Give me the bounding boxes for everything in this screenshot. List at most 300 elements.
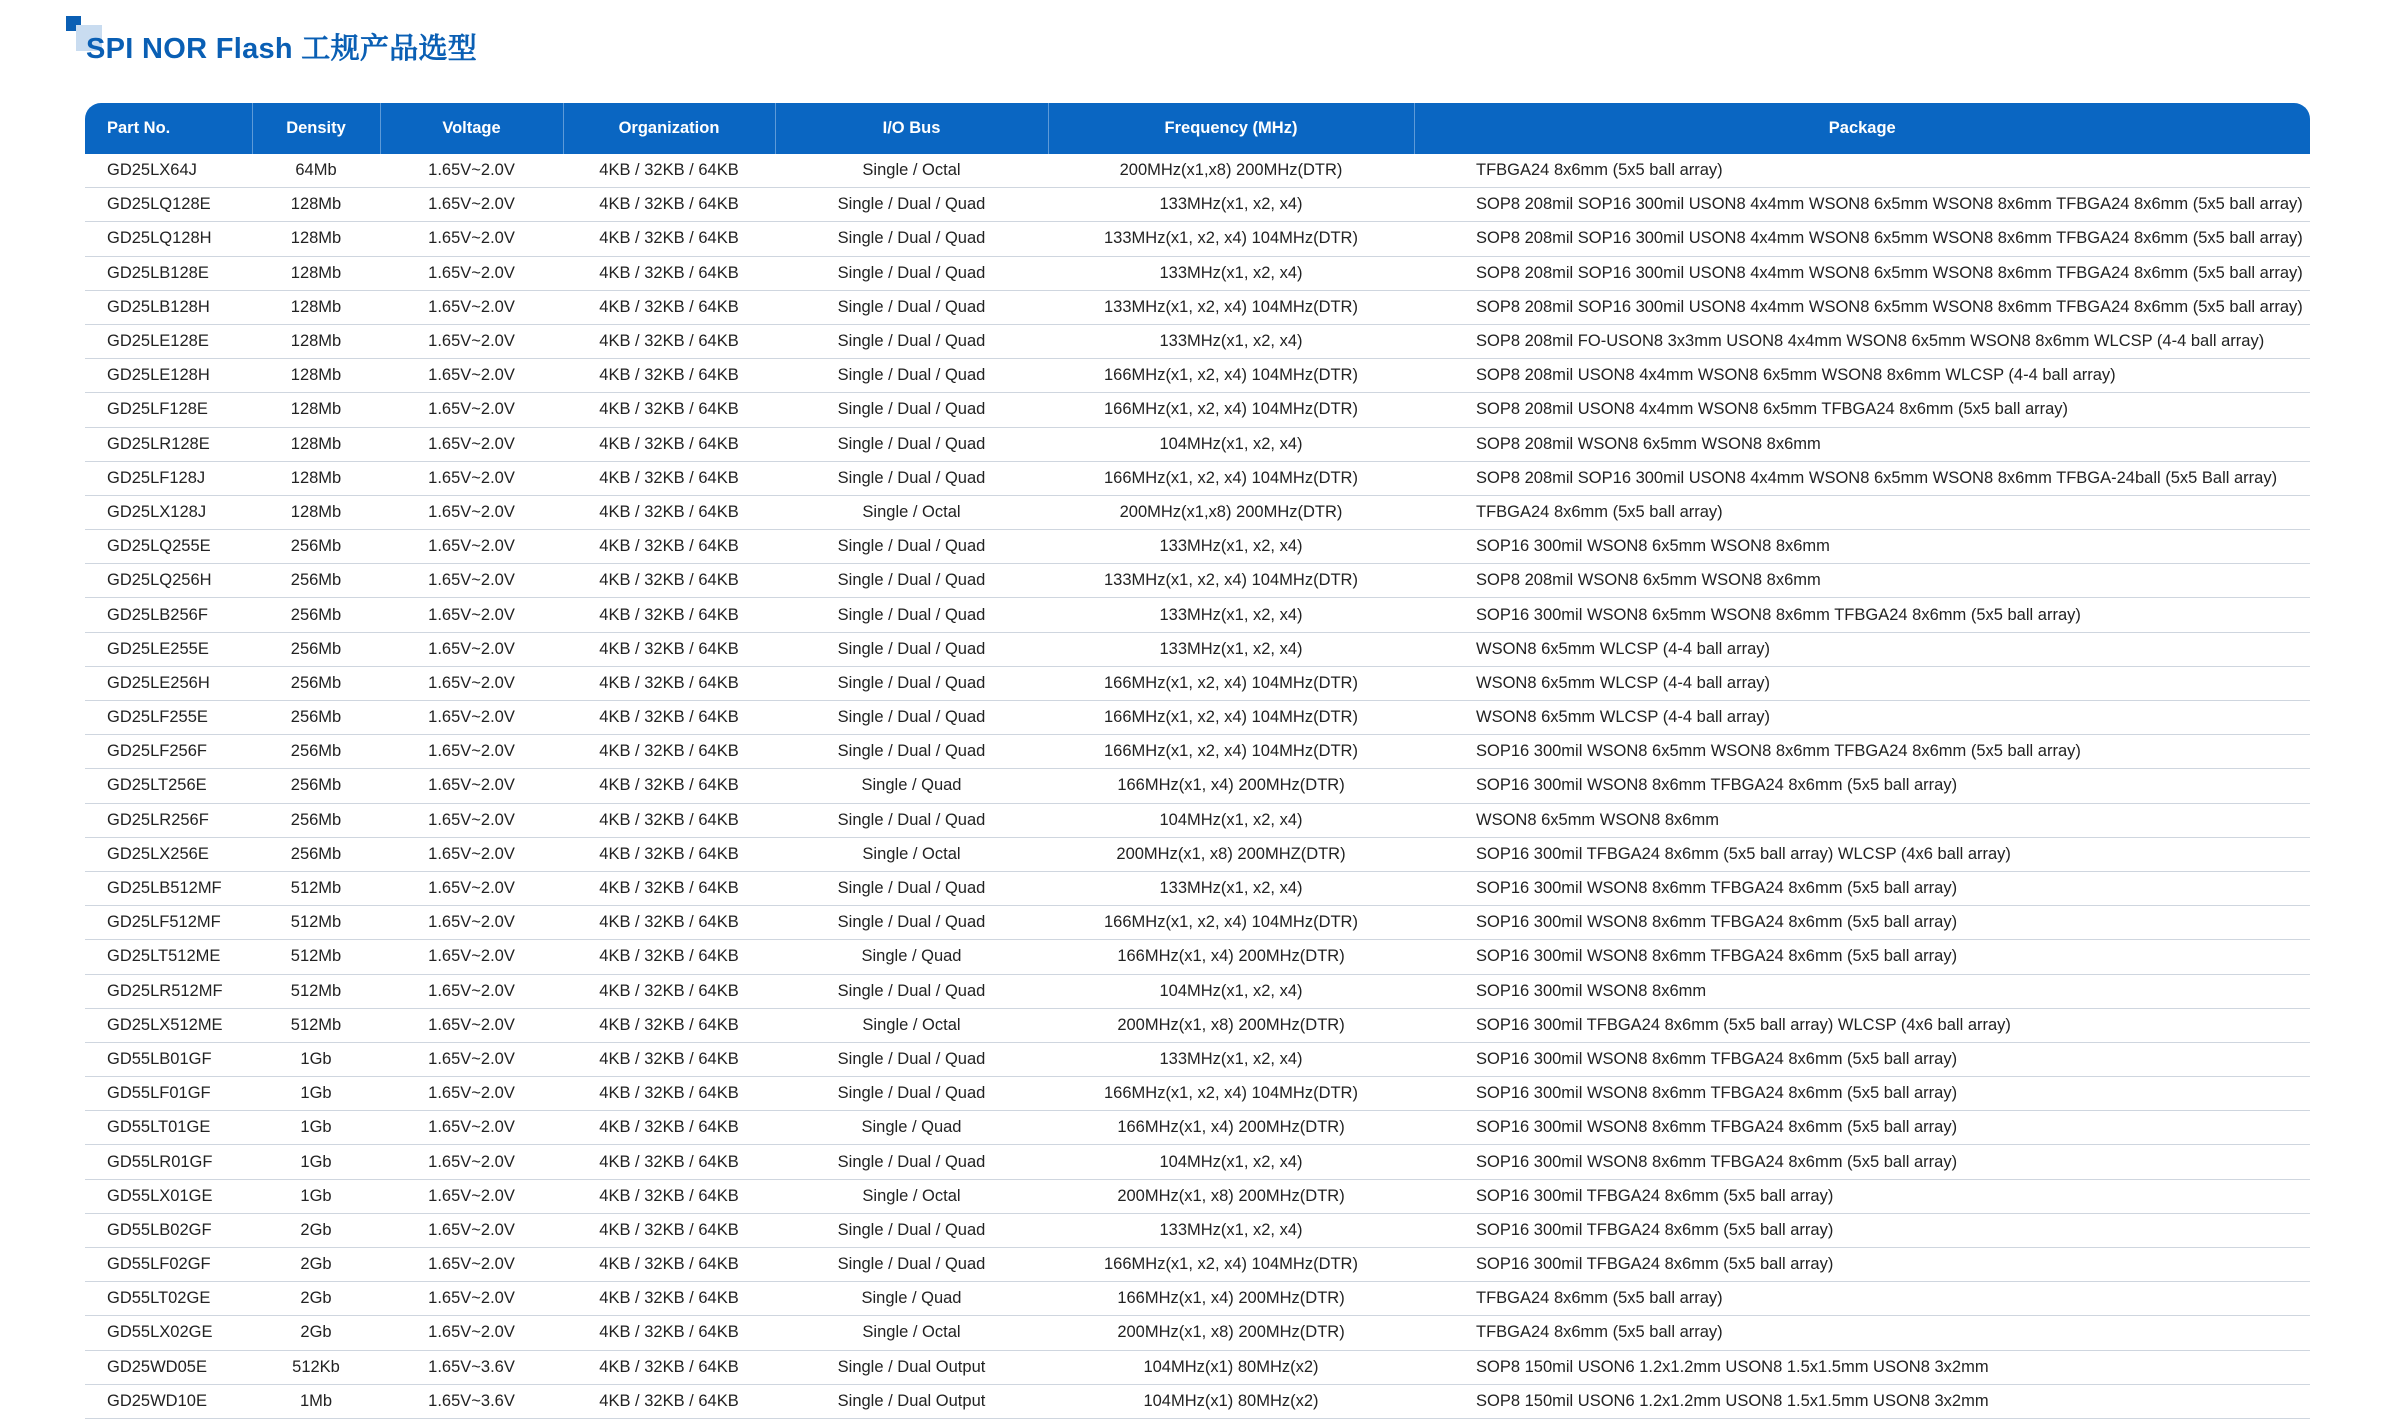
part-number-cell: GD25LT256E bbox=[85, 769, 252, 803]
package-cell: SOP8 150mil USON6 1.2x1.2mm USON8 1.5x1.5mm USON8 3x2mm bbox=[1414, 1384, 2310, 1418]
part-number-cell: GD25LE128H bbox=[85, 359, 252, 393]
organization-cell: 4KB / 32KB / 64KB bbox=[563, 701, 775, 735]
package-cell: SOP16 300mil WSON8 8x6mm TFBGA24 8x6mm (5x5 ball array) bbox=[1414, 906, 2310, 940]
density-cell: 256Mb bbox=[252, 632, 380, 666]
part-number-cell: GD25LE128E bbox=[85, 324, 252, 358]
organization-cell: 4KB / 32KB / 64KB bbox=[563, 1248, 775, 1282]
frequency-cell: 133MHz(x1, x2, x4) bbox=[1048, 188, 1414, 222]
part-number-cell: GD25LE255E bbox=[85, 632, 252, 666]
density-cell: 512Mb bbox=[252, 906, 380, 940]
package-cell: SOP8 208mil FO-USON8 3x3mm USON8 4x4mm WSON8 6x5mm WSON8 8x6mm WLCSP (4-4 ball array) bbox=[1414, 324, 2310, 358]
io-bus-cell: Single / Dual / Quad bbox=[775, 393, 1048, 427]
organization-cell: 4KB / 32KB / 64KB bbox=[563, 871, 775, 905]
package-cell: SOP8 208mil USON8 4x4mm WSON8 6x5mm WSON8 8x6mm WLCSP (4-4 ball array) bbox=[1414, 359, 2310, 393]
voltage-cell: 1.65V~2.0V bbox=[380, 222, 563, 256]
part-number-cell: GD25LB128E bbox=[85, 256, 252, 290]
package-cell: SOP16 300mil WSON8 8x6mm TFBGA24 8x6mm (5x5 ball array) bbox=[1414, 1077, 2310, 1111]
package-cell: SOP16 300mil WSON8 8x6mm bbox=[1414, 974, 2310, 1008]
table-row bbox=[85, 564, 2310, 598]
package-cell: SOP8 208mil USON8 4x4mm WSON8 6x5mm TFBGA24 8x6mm (5x5 ball array) bbox=[1414, 393, 2310, 427]
table-row bbox=[85, 871, 2310, 905]
package-cell: WSON8 6x5mm WLCSP (4-4 ball array) bbox=[1414, 632, 2310, 666]
voltage-cell: 1.65V~2.0V bbox=[380, 769, 563, 803]
voltage-cell: 1.65V~2.0V bbox=[380, 974, 563, 1008]
package-cell: SOP16 300mil WSON8 6x5mm WSON8 8x6mm bbox=[1414, 530, 2310, 564]
part-number-cell: GD25LB512MF bbox=[85, 871, 252, 905]
voltage-cell: 1.65V~2.0V bbox=[380, 427, 563, 461]
part-number-cell: GD55LF02GF bbox=[85, 1248, 252, 1282]
package-cell: SOP16 300mil WSON8 8x6mm TFBGA24 8x6mm (5x5 ball array) bbox=[1414, 1042, 2310, 1076]
frequency-cell: 166MHz(x1, x4) 200MHz(DTR) bbox=[1048, 940, 1414, 974]
organization-cell: 4KB / 32KB / 64KB bbox=[563, 1350, 775, 1384]
density-cell: 512Mb bbox=[252, 974, 380, 1008]
table-row bbox=[85, 906, 2310, 940]
part-number-cell: GD25LR256F bbox=[85, 803, 252, 837]
part-number-cell: GD25LF256F bbox=[85, 735, 252, 769]
table-row bbox=[85, 974, 2310, 1008]
organization-cell: 4KB / 32KB / 64KB bbox=[563, 256, 775, 290]
package-cell: SOP16 300mil TFBGA24 8x6mm (5x5 ball array) WLCSP (4x6 ball array) bbox=[1414, 837, 2310, 871]
io-bus-cell: Single / Quad bbox=[775, 1111, 1048, 1145]
package-cell: SOP8 208mil SOP16 300mil USON8 4x4mm WSON8 6x5mm WSON8 8x6mm TFBGA24 8x6mm (5x5 ball array) bbox=[1414, 222, 2310, 256]
frequency-cell: 200MHz(x1, x8) 200MHz(DTR) bbox=[1048, 1008, 1414, 1042]
frequency-cell: 133MHz(x1, x2, x4) 104MHz(DTR) bbox=[1048, 290, 1414, 324]
voltage-cell: 1.65V~2.0V bbox=[380, 1042, 563, 1076]
voltage-cell: 1.65V~2.0V bbox=[380, 256, 563, 290]
io-bus-cell: Single / Dual / Quad bbox=[775, 974, 1048, 1008]
part-number-cell: GD55LR01GF bbox=[85, 1145, 252, 1179]
part-number-cell: GD25LR512MF bbox=[85, 974, 252, 1008]
table-row bbox=[85, 1282, 2310, 1316]
frequency-cell: 133MHz(x1, x2, x4) bbox=[1048, 324, 1414, 358]
io-bus-cell: Single / Dual / Quad bbox=[775, 803, 1048, 837]
table-row bbox=[85, 359, 2310, 393]
package-cell: SOP8 208mil SOP16 300mil USON8 4x4mm WSON8 6x5mm WSON8 8x6mm TFBGA-24ball (5x5 Ball array) bbox=[1414, 461, 2310, 495]
column-header-organization: Organization bbox=[563, 103, 775, 154]
io-bus-cell: Single / Dual / Quad bbox=[775, 290, 1048, 324]
density-cell: 256Mb bbox=[252, 666, 380, 700]
organization-cell: 4KB / 32KB / 64KB bbox=[563, 427, 775, 461]
part-number-cell: GD25LQ255E bbox=[85, 530, 252, 564]
density-cell: 128Mb bbox=[252, 461, 380, 495]
voltage-cell: 1.65V~2.0V bbox=[380, 1316, 563, 1350]
column-header-package: Package bbox=[1414, 103, 2310, 154]
table-row bbox=[85, 701, 2310, 735]
density-cell: 128Mb bbox=[252, 256, 380, 290]
frequency-cell: 133MHz(x1, x2, x4) bbox=[1048, 1042, 1414, 1076]
voltage-cell: 1.65V~2.0V bbox=[380, 1008, 563, 1042]
voltage-cell: 1.65V~2.0V bbox=[380, 666, 563, 700]
part-number-cell: GD25LQ256H bbox=[85, 564, 252, 598]
frequency-cell: 133MHz(x1, x2, x4) 104MHz(DTR) bbox=[1048, 222, 1414, 256]
density-cell: 256Mb bbox=[252, 564, 380, 598]
part-number-cell: GD25LF512MF bbox=[85, 906, 252, 940]
package-cell: SOP8 150mil USON6 1.2x1.2mm USON8 1.5x1.5mm USON8 3x2mm bbox=[1414, 1350, 2310, 1384]
part-number-cell: GD25LX64J bbox=[85, 154, 252, 188]
package-cell: SOP16 300mil WSON8 8x6mm TFBGA24 8x6mm (5x5 ball array) bbox=[1414, 1111, 2310, 1145]
io-bus-cell: Single / Dual / Quad bbox=[775, 461, 1048, 495]
organization-cell: 4KB / 32KB / 64KB bbox=[563, 1213, 775, 1247]
density-cell: 256Mb bbox=[252, 735, 380, 769]
io-bus-cell: Single / Octal bbox=[775, 154, 1048, 188]
package-cell: SOP16 300mil TFBGA24 8x6mm (5x5 ball array) WLCSP (4x6 ball array) bbox=[1414, 1008, 2310, 1042]
density-cell: 128Mb bbox=[252, 222, 380, 256]
density-cell: 256Mb bbox=[252, 530, 380, 564]
io-bus-cell: Single / Dual / Quad bbox=[775, 1213, 1048, 1247]
voltage-cell: 1.65V~2.0V bbox=[380, 1248, 563, 1282]
organization-cell: 4KB / 32KB / 64KB bbox=[563, 735, 775, 769]
table-row bbox=[85, 188, 2310, 222]
part-number-cell: GD25LX128J bbox=[85, 495, 252, 529]
package-cell: SOP16 300mil TFBGA24 8x6mm (5x5 ball array) bbox=[1414, 1248, 2310, 1282]
io-bus-cell: Single / Dual / Quad bbox=[775, 564, 1048, 598]
frequency-cell: 133MHz(x1, x2, x4) bbox=[1048, 871, 1414, 905]
column-header-voltage: Voltage bbox=[380, 103, 563, 154]
io-bus-cell: Single / Dual / Quad bbox=[775, 1077, 1048, 1111]
table-body bbox=[85, 154, 2310, 1418]
table-row bbox=[85, 530, 2310, 564]
density-cell: 2Gb bbox=[252, 1213, 380, 1247]
frequency-cell: 133MHz(x1, x2, x4) 104MHz(DTR) bbox=[1048, 564, 1414, 598]
io-bus-cell: Single / Dual / Quad bbox=[775, 530, 1048, 564]
package-cell: SOP16 300mil WSON8 8x6mm TFBGA24 8x6mm (5x5 ball array) bbox=[1414, 1145, 2310, 1179]
frequency-cell: 104MHz(x1) 80MHz(x2) bbox=[1048, 1384, 1414, 1418]
frequency-cell: 133MHz(x1, x2, x4) bbox=[1048, 632, 1414, 666]
density-cell: 512Mb bbox=[252, 871, 380, 905]
column-header-part-no: Part No. bbox=[85, 103, 252, 154]
frequency-cell: 166MHz(x1, x2, x4) 104MHz(DTR) bbox=[1048, 393, 1414, 427]
product-table-container bbox=[85, 103, 2310, 1419]
io-bus-cell: Single / Quad bbox=[775, 1282, 1048, 1316]
voltage-cell: 1.65V~2.0V bbox=[380, 632, 563, 666]
organization-cell: 4KB / 32KB / 64KB bbox=[563, 359, 775, 393]
density-cell: 128Mb bbox=[252, 359, 380, 393]
organization-cell: 4KB / 32KB / 64KB bbox=[563, 974, 775, 1008]
organization-cell: 4KB / 32KB / 64KB bbox=[563, 290, 775, 324]
voltage-cell: 1.65V~2.0V bbox=[380, 495, 563, 529]
table-row bbox=[85, 495, 2310, 529]
page-title: SPI NOR Flash 工规产品选型 bbox=[86, 33, 478, 65]
organization-cell: 4KB / 32KB / 64KB bbox=[563, 1077, 775, 1111]
io-bus-cell: Single / Dual / Quad bbox=[775, 871, 1048, 905]
density-cell: 1Gb bbox=[252, 1145, 380, 1179]
package-cell: TFBGA24 8x6mm (5x5 ball array) bbox=[1414, 1316, 2310, 1350]
organization-cell: 4KB / 32KB / 64KB bbox=[563, 1384, 775, 1418]
io-bus-cell: Single / Dual / Quad bbox=[775, 222, 1048, 256]
frequency-cell: 166MHz(x1, x4) 200MHz(DTR) bbox=[1048, 769, 1414, 803]
organization-cell: 4KB / 32KB / 64KB bbox=[563, 1282, 775, 1316]
organization-cell: 4KB / 32KB / 64KB bbox=[563, 530, 775, 564]
organization-cell: 4KB / 32KB / 64KB bbox=[563, 154, 775, 188]
part-number-cell: GD25WD10E bbox=[85, 1384, 252, 1418]
organization-cell: 4KB / 32KB / 64KB bbox=[563, 1179, 775, 1213]
density-cell: 2Gb bbox=[252, 1248, 380, 1282]
organization-cell: 4KB / 32KB / 64KB bbox=[563, 1008, 775, 1042]
frequency-cell: 200MHz(x1, x8) 200MHz(DTR) bbox=[1048, 1316, 1414, 1350]
io-bus-cell: Single / Dual / Quad bbox=[775, 701, 1048, 735]
organization-cell: 4KB / 32KB / 64KB bbox=[563, 461, 775, 495]
voltage-cell: 1.65V~3.6V bbox=[380, 1384, 563, 1418]
frequency-cell: 166MHz(x1, x2, x4) 104MHz(DTR) bbox=[1048, 461, 1414, 495]
voltage-cell: 1.65V~2.0V bbox=[380, 906, 563, 940]
frequency-cell: 133MHz(x1, x2, x4) bbox=[1048, 530, 1414, 564]
organization-cell: 4KB / 32KB / 64KB bbox=[563, 1042, 775, 1076]
organization-cell: 4KB / 32KB / 64KB bbox=[563, 940, 775, 974]
table-row bbox=[85, 632, 2310, 666]
frequency-cell: 166MHz(x1, x2, x4) 104MHz(DTR) bbox=[1048, 666, 1414, 700]
table-row bbox=[85, 1248, 2310, 1282]
table-row bbox=[85, 290, 2310, 324]
density-cell: 1Gb bbox=[252, 1179, 380, 1213]
part-number-cell: GD55LT02GE bbox=[85, 1282, 252, 1316]
io-bus-cell: Single / Dual / Quad bbox=[775, 324, 1048, 358]
voltage-cell: 1.65V~2.0V bbox=[380, 1179, 563, 1213]
io-bus-cell: Single / Quad bbox=[775, 769, 1048, 803]
io-bus-cell: Single / Octal bbox=[775, 1008, 1048, 1042]
voltage-cell: 1.65V~2.0V bbox=[380, 701, 563, 735]
io-bus-cell: Single / Dual / Quad bbox=[775, 1145, 1048, 1179]
density-cell: 1Gb bbox=[252, 1042, 380, 1076]
io-bus-cell: Single / Dual / Quad bbox=[775, 735, 1048, 769]
organization-cell: 4KB / 32KB / 64KB bbox=[563, 1111, 775, 1145]
package-cell: SOP8 208mil SOP16 300mil USON8 4x4mm WSON8 6x5mm WSON8 8x6mm TFBGA24 8x6mm (5x5 ball array) bbox=[1414, 256, 2310, 290]
frequency-cell: 166MHz(x1, x4) 200MHz(DTR) bbox=[1048, 1111, 1414, 1145]
density-cell: 128Mb bbox=[252, 427, 380, 461]
voltage-cell: 1.65V~2.0V bbox=[380, 461, 563, 495]
table-row bbox=[85, 1077, 2310, 1111]
frequency-cell: 200MHz(x1, x8) 200MHZ(DTR) bbox=[1048, 837, 1414, 871]
package-cell: TFBGA24 8x6mm (5x5 ball array) bbox=[1414, 154, 2310, 188]
part-number-cell: GD25LQ128H bbox=[85, 222, 252, 256]
density-cell: 512Kb bbox=[252, 1350, 380, 1384]
io-bus-cell: Single / Octal bbox=[775, 1316, 1048, 1350]
voltage-cell: 1.65V~2.0V bbox=[380, 1213, 563, 1247]
package-cell: WSON8 6x5mm WLCSP (4-4 ball array) bbox=[1414, 701, 2310, 735]
package-cell: SOP8 208mil WSON8 6x5mm WSON8 8x6mm bbox=[1414, 427, 2310, 461]
frequency-cell: 166MHz(x1, x2, x4) 104MHz(DTR) bbox=[1048, 1248, 1414, 1282]
package-cell: SOP8 208mil WSON8 6x5mm WSON8 8x6mm bbox=[1414, 564, 2310, 598]
io-bus-cell: Single / Octal bbox=[775, 837, 1048, 871]
io-bus-cell: Single / Octal bbox=[775, 495, 1048, 529]
frequency-cell: 166MHz(x1, x2, x4) 104MHz(DTR) bbox=[1048, 359, 1414, 393]
package-cell: SOP8 208mil SOP16 300mil USON8 4x4mm WSON8 6x5mm WSON8 8x6mm TFBGA24 8x6mm (5x5 ball array) bbox=[1414, 290, 2310, 324]
density-cell: 64Mb bbox=[252, 154, 380, 188]
organization-cell: 4KB / 32KB / 64KB bbox=[563, 769, 775, 803]
part-number-cell: GD55LF01GF bbox=[85, 1077, 252, 1111]
io-bus-cell: Single / Dual / Quad bbox=[775, 906, 1048, 940]
table-row bbox=[85, 1008, 2310, 1042]
part-number-cell: GD55LT01GE bbox=[85, 1111, 252, 1145]
frequency-cell: 166MHz(x1, x4) 200MHz(DTR) bbox=[1048, 1282, 1414, 1316]
table-row bbox=[85, 1384, 2310, 1418]
part-number-cell: GD55LX01GE bbox=[85, 1179, 252, 1213]
package-cell: SOP16 300mil WSON8 6x5mm WSON8 8x6mm TFBGA24 8x6mm (5x5 ball array) bbox=[1414, 598, 2310, 632]
table-row bbox=[85, 1350, 2310, 1384]
part-number-cell: GD25LE256H bbox=[85, 666, 252, 700]
frequency-cell: 166MHz(x1, x2, x4) 104MHz(DTR) bbox=[1048, 1077, 1414, 1111]
frequency-cell: 166MHz(x1, x2, x4) 104MHz(DTR) bbox=[1048, 735, 1414, 769]
package-cell: TFBGA24 8x6mm (5x5 ball array) bbox=[1414, 1282, 2310, 1316]
voltage-cell: 1.65V~2.0V bbox=[380, 837, 563, 871]
table-row bbox=[85, 256, 2310, 290]
voltage-cell: 1.65V~2.0V bbox=[380, 1077, 563, 1111]
table-row bbox=[85, 735, 2310, 769]
frequency-cell: 104MHz(x1, x2, x4) bbox=[1048, 803, 1414, 837]
package-cell: WSON8 6x5mm WSON8 8x6mm bbox=[1414, 803, 2310, 837]
density-cell: 128Mb bbox=[252, 393, 380, 427]
organization-cell: 4KB / 32KB / 64KB bbox=[563, 632, 775, 666]
organization-cell: 4KB / 32KB / 64KB bbox=[563, 666, 775, 700]
density-cell: 256Mb bbox=[252, 837, 380, 871]
table-row bbox=[85, 598, 2310, 632]
density-cell: 128Mb bbox=[252, 495, 380, 529]
voltage-cell: 1.65V~3.6V bbox=[380, 1350, 563, 1384]
organization-cell: 4KB / 32KB / 64KB bbox=[563, 324, 775, 358]
table-row bbox=[85, 1145, 2310, 1179]
frequency-cell: 104MHz(x1) 80MHz(x2) bbox=[1048, 1350, 1414, 1384]
io-bus-cell: Single / Dual / Quad bbox=[775, 188, 1048, 222]
product-selection-table bbox=[85, 103, 2310, 1419]
organization-cell: 4KB / 32KB / 64KB bbox=[563, 222, 775, 256]
io-bus-cell: Single / Dual / Quad bbox=[775, 598, 1048, 632]
package-cell: SOP16 300mil WSON8 8x6mm TFBGA24 8x6mm (5x5 ball array) bbox=[1414, 769, 2310, 803]
density-cell: 128Mb bbox=[252, 290, 380, 324]
table-row bbox=[85, 1179, 2310, 1213]
frequency-cell: 104MHz(x1, x2, x4) bbox=[1048, 427, 1414, 461]
voltage-cell: 1.65V~2.0V bbox=[380, 564, 563, 598]
package-cell: SOP16 300mil TFBGA24 8x6mm (5x5 ball array) bbox=[1414, 1213, 2310, 1247]
io-bus-cell: Single / Dual / Quad bbox=[775, 666, 1048, 700]
part-number-cell: GD25LT512ME bbox=[85, 940, 252, 974]
density-cell: 256Mb bbox=[252, 769, 380, 803]
table-header bbox=[85, 103, 2310, 154]
table-row bbox=[85, 666, 2310, 700]
part-number-cell: GD25LQ128E bbox=[85, 188, 252, 222]
part-number-cell: GD55LX02GE bbox=[85, 1316, 252, 1350]
frequency-cell: 166MHz(x1, x2, x4) 104MHz(DTR) bbox=[1048, 906, 1414, 940]
organization-cell: 4KB / 32KB / 64KB bbox=[563, 495, 775, 529]
density-cell: 1Mb bbox=[252, 1384, 380, 1418]
voltage-cell: 1.65V~2.0V bbox=[380, 154, 563, 188]
table-row bbox=[85, 1213, 2310, 1247]
voltage-cell: 1.65V~2.0V bbox=[380, 1282, 563, 1316]
package-cell: SOP16 300mil WSON8 8x6mm TFBGA24 8x6mm (5x5 ball array) bbox=[1414, 940, 2310, 974]
io-bus-cell: Single / Octal bbox=[775, 1179, 1048, 1213]
frequency-cell: 104MHz(x1, x2, x4) bbox=[1048, 1145, 1414, 1179]
part-number-cell: GD25LX256E bbox=[85, 837, 252, 871]
frequency-cell: 133MHz(x1, x2, x4) bbox=[1048, 598, 1414, 632]
density-cell: 128Mb bbox=[252, 324, 380, 358]
voltage-cell: 1.65V~2.0V bbox=[380, 598, 563, 632]
table-row bbox=[85, 1111, 2310, 1145]
voltage-cell: 1.65V~2.0V bbox=[380, 188, 563, 222]
voltage-cell: 1.65V~2.0V bbox=[380, 1145, 563, 1179]
organization-cell: 4KB / 32KB / 64KB bbox=[563, 1145, 775, 1179]
density-cell: 256Mb bbox=[252, 701, 380, 735]
frequency-cell: 200MHz(x1,x8) 200MHz(DTR) bbox=[1048, 154, 1414, 188]
organization-cell: 4KB / 32KB / 64KB bbox=[563, 803, 775, 837]
organization-cell: 4KB / 32KB / 64KB bbox=[563, 393, 775, 427]
voltage-cell: 1.65V~2.0V bbox=[380, 359, 563, 393]
column-header-density: Density bbox=[252, 103, 380, 154]
density-cell: 512Mb bbox=[252, 1008, 380, 1042]
part-number-cell: GD25LF128E bbox=[85, 393, 252, 427]
organization-cell: 4KB / 32KB / 64KB bbox=[563, 188, 775, 222]
part-number-cell: GD25LX512ME bbox=[85, 1008, 252, 1042]
table-row bbox=[85, 1316, 2310, 1350]
table-row bbox=[85, 154, 2310, 188]
frequency-cell: 200MHz(x1,x8) 200MHz(DTR) bbox=[1048, 495, 1414, 529]
part-number-cell: GD55LB01GF bbox=[85, 1042, 252, 1076]
table-row bbox=[85, 461, 2310, 495]
voltage-cell: 1.65V~2.0V bbox=[380, 1111, 563, 1145]
io-bus-cell: Single / Dual / Quad bbox=[775, 256, 1048, 290]
io-bus-cell: Single / Dual / Quad bbox=[775, 359, 1048, 393]
part-number-cell: GD25LF255E bbox=[85, 701, 252, 735]
density-cell: 1Gb bbox=[252, 1077, 380, 1111]
organization-cell: 4KB / 32KB / 64KB bbox=[563, 906, 775, 940]
io-bus-cell: Single / Dual / Quad bbox=[775, 1248, 1048, 1282]
table-row bbox=[85, 803, 2310, 837]
io-bus-cell: Single / Dual Output bbox=[775, 1350, 1048, 1384]
organization-cell: 4KB / 32KB / 64KB bbox=[563, 598, 775, 632]
frequency-cell: 133MHz(x1, x2, x4) bbox=[1048, 1213, 1414, 1247]
package-cell: SOP8 208mil SOP16 300mil USON8 4x4mm WSON8 6x5mm WSON8 8x6mm TFBGA24 8x6mm (5x5 ball array) bbox=[1414, 188, 2310, 222]
voltage-cell: 1.65V~2.0V bbox=[380, 393, 563, 427]
table-row bbox=[85, 393, 2310, 427]
voltage-cell: 1.65V~2.0V bbox=[380, 940, 563, 974]
organization-cell: 4KB / 32KB / 64KB bbox=[563, 837, 775, 871]
part-number-cell: GD25LR128E bbox=[85, 427, 252, 461]
io-bus-cell: Single / Quad bbox=[775, 940, 1048, 974]
io-bus-cell: Single / Dual / Quad bbox=[775, 632, 1048, 666]
frequency-cell: 104MHz(x1, x2, x4) bbox=[1048, 974, 1414, 1008]
frequency-cell: 166MHz(x1, x2, x4) 104MHz(DTR) bbox=[1048, 701, 1414, 735]
voltage-cell: 1.65V~2.0V bbox=[380, 530, 563, 564]
density-cell: 2Gb bbox=[252, 1282, 380, 1316]
frequency-cell: 133MHz(x1, x2, x4) bbox=[1048, 256, 1414, 290]
io-bus-cell: Single / Dual / Quad bbox=[775, 427, 1048, 461]
frequency-cell: 200MHz(x1, x8) 200MHz(DTR) bbox=[1048, 1179, 1414, 1213]
density-cell: 2Gb bbox=[252, 1316, 380, 1350]
voltage-cell: 1.65V~2.0V bbox=[380, 735, 563, 769]
part-number-cell: GD25LF128J bbox=[85, 461, 252, 495]
package-cell: WSON8 6x5mm WLCSP (4-4 ball array) bbox=[1414, 666, 2310, 700]
part-number-cell: GD25LB128H bbox=[85, 290, 252, 324]
table-row bbox=[85, 1042, 2310, 1076]
table-row bbox=[85, 837, 2310, 871]
part-number-cell: GD25LB256F bbox=[85, 598, 252, 632]
organization-cell: 4KB / 32KB / 64KB bbox=[563, 564, 775, 598]
part-number-cell: GD55LB02GF bbox=[85, 1213, 252, 1247]
io-bus-cell: Single / Dual / Quad bbox=[775, 1042, 1048, 1076]
package-cell: TFBGA24 8x6mm (5x5 ball array) bbox=[1414, 495, 2310, 529]
organization-cell: 4KB / 32KB / 64KB bbox=[563, 1316, 775, 1350]
density-cell: 128Mb bbox=[252, 188, 380, 222]
column-header-io-bus: I/O Bus bbox=[775, 103, 1048, 154]
density-cell: 256Mb bbox=[252, 598, 380, 632]
voltage-cell: 1.65V~2.0V bbox=[380, 290, 563, 324]
table-row bbox=[85, 769, 2310, 803]
voltage-cell: 1.65V~2.0V bbox=[380, 871, 563, 905]
package-cell: SOP16 300mil TFBGA24 8x6mm (5x5 ball array) bbox=[1414, 1179, 2310, 1213]
density-cell: 256Mb bbox=[252, 803, 380, 837]
voltage-cell: 1.65V~2.0V bbox=[380, 324, 563, 358]
table-row bbox=[85, 427, 2310, 461]
voltage-cell: 1.65V~2.0V bbox=[380, 803, 563, 837]
table-row bbox=[85, 222, 2310, 256]
table-row bbox=[85, 324, 2310, 358]
